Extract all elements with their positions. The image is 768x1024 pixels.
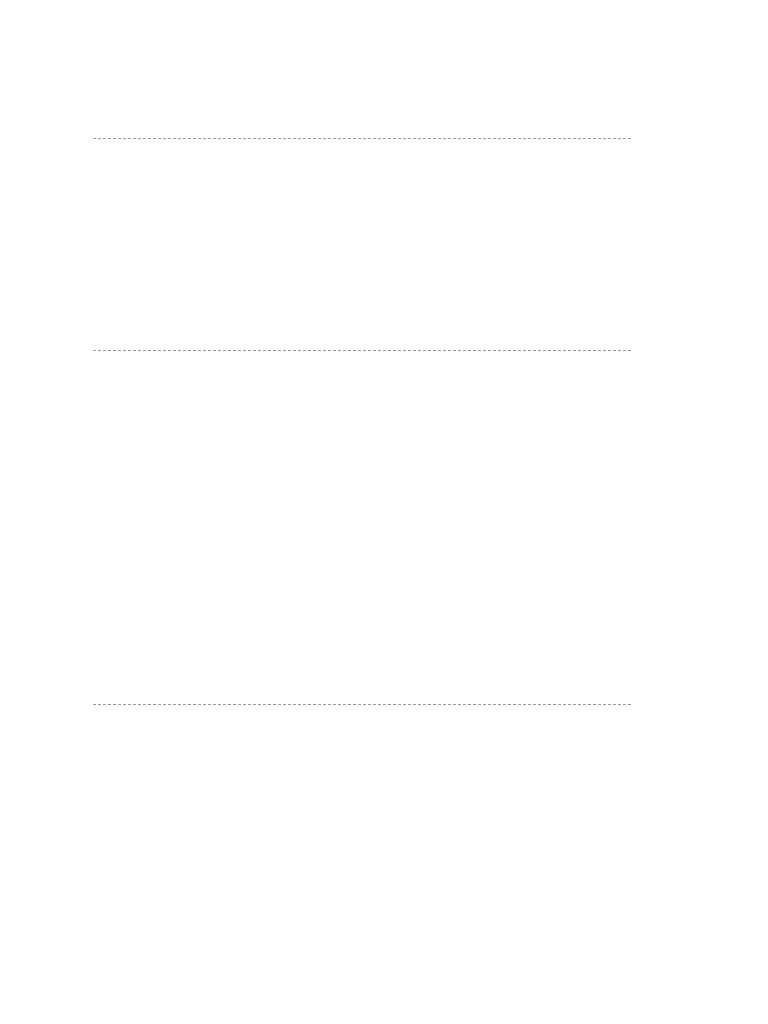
text-line	[93, 192, 768, 210]
text-line	[93, 652, 768, 670]
text-line	[93, 422, 768, 440]
text-line	[93, 351, 768, 369]
text-line	[93, 157, 768, 175]
blank-line	[93, 139, 768, 157]
text-line	[93, 847, 768, 865]
text-line	[93, 210, 768, 228]
separator-line	[93, 121, 631, 139]
text-line	[93, 263, 768, 281]
header-line	[93, 86, 768, 104]
separator-line	[93, 334, 631, 352]
blank-line	[93, 705, 768, 723]
section-1	[93, 157, 768, 334]
text-line	[93, 776, 768, 794]
text-line	[93, 475, 768, 493]
text-line	[93, 298, 768, 316]
section-2	[93, 351, 768, 687]
text-line	[93, 546, 768, 564]
text-line	[93, 882, 768, 900]
text-line	[93, 245, 768, 263]
text-line	[93, 794, 768, 812]
text-line	[93, 599, 768, 617]
separator-line	[93, 687, 631, 705]
text-line	[93, 528, 768, 546]
text-line	[93, 581, 768, 599]
text-line	[93, 864, 768, 882]
section-3	[93, 723, 768, 935]
text-line	[93, 900, 768, 918]
text-line	[93, 511, 768, 529]
header-line	[93, 104, 768, 122]
text-line	[93, 811, 768, 829]
text-line	[93, 617, 768, 635]
text-line	[93, 740, 768, 758]
text-line	[93, 228, 768, 246]
text-line	[93, 174, 768, 192]
text-line	[93, 758, 768, 776]
text-line	[93, 670, 768, 688]
text-line	[93, 917, 768, 935]
text-line	[93, 369, 768, 387]
text-line	[93, 829, 768, 847]
text-line	[93, 634, 768, 652]
text-line	[93, 493, 768, 511]
header-block	[93, 86, 768, 121]
text-line	[93, 316, 768, 334]
text-line	[93, 457, 768, 475]
text-line	[93, 723, 768, 741]
text-line	[93, 387, 768, 405]
text-line	[93, 404, 768, 422]
text-line	[93, 440, 768, 458]
text-line	[93, 564, 768, 582]
text-line	[93, 281, 768, 299]
